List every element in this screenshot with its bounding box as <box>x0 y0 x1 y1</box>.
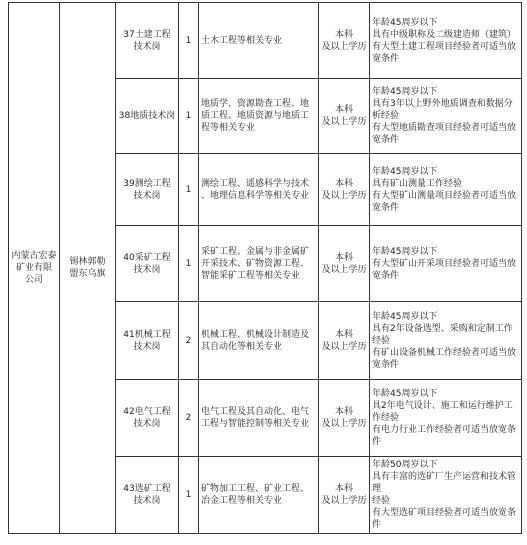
position-cell: 40采矿工程 技术岗 <box>116 226 179 302</box>
recruitment-table <box>8 2 522 534</box>
position-cell: 43选矿工程 技术岗 <box>116 457 179 534</box>
education-cell: 本科 及以上学历 <box>319 3 370 79</box>
requirements-cell: 年龄45周岁以下 有大型矿山开采项目经验者可适当放 宽条件 <box>370 226 522 302</box>
major-cell: 采矿工程、金属与非金属矿 开采技术、矿物资源工程、 智能采矿工程等相关专业 <box>199 226 319 302</box>
company-cell: 内蒙古宏泰 矿业有限 公司 <box>9 3 60 534</box>
major-cell: 矿物加工工程、矿业工程、 冶金工程等相关专业 <box>199 457 319 534</box>
position-cell: 37土建工程 技术岗 <box>116 3 179 79</box>
requirements-cell: 年龄45周岁以下 具有矿山测量工作经验 有大型矿山测量项目经验者可适当放 宽条件 <box>370 154 522 226</box>
count-cell: 1 <box>179 154 199 226</box>
count-cell: 1 <box>179 3 199 79</box>
position-cell: 39测绘工程 技术岗 <box>116 154 179 226</box>
major-cell: 机械工程、机械设计制造及 其自动化等相关专业 <box>199 302 319 380</box>
table-row <box>9 3 522 79</box>
position-cell: 38地质技术岗 <box>116 79 179 154</box>
requirements-cell: 年龄50周岁以下 具有丰富的选矿厂生产运营和技术管理 经验 有大型选矿项目经验者可适当放宽条 件 <box>370 457 522 534</box>
position-cell: 41机械工程 技术岗 <box>116 302 179 380</box>
education-cell: 本科 及以上学历 <box>319 380 370 457</box>
education-cell: 本科 及以上学历 <box>319 226 370 302</box>
position-cell: 42电气工程 技术岗 <box>116 380 179 457</box>
requirements-cell: 年龄45周岁以下 具有3年以上野外地质调查和数据分 析经验 有大型地质勘查项目经验者可适当放 宽条件 <box>370 79 522 154</box>
location-cell: 锡林郭勒 盟东乌旗 <box>60 3 116 534</box>
major-cell: 地质学、资源勘查工程、地 质工程、地质资源与地质工 程等相关专业 <box>199 79 319 154</box>
count-cell: 2 <box>179 302 199 380</box>
count-cell: 2 <box>179 380 199 457</box>
education-cell: 本科 及以上学历 <box>319 302 370 380</box>
requirements-cell: 年龄45周岁以下 具有2年设备选型、采购和定制工作 经验 有矿山设备机械工作经验者可适当放 宽条件 <box>370 302 522 380</box>
count-cell: 1 <box>179 226 199 302</box>
count-cell: 1 <box>179 457 199 534</box>
major-cell: 电气工程及其自动化、电气 工程与智能控制等相关专业 <box>199 380 319 457</box>
count-cell: 1 <box>179 79 199 154</box>
education-cell: 本科 及以上学历 <box>319 79 370 154</box>
education-cell: 本科 及以上学历 <box>319 457 370 534</box>
requirements-cell: 年龄45周岁以下 具有中级职称及二级建造师（建筑） 有大型土建工程项目经验者可适当放 宽条件 <box>370 3 522 79</box>
requirements-cell: 年龄45周岁以下 具2年电气设计、施工和运行维护工 作经验 有电力行业工作经验者可适当放宽条件 <box>370 380 522 457</box>
education-cell: 本科 及以上学历 <box>319 154 370 226</box>
major-cell: 测绘工程、遥感科学与技术 、地理信息科学等相关专业 <box>199 154 319 226</box>
major-cell: 土木工程等相关专业 <box>199 3 319 79</box>
